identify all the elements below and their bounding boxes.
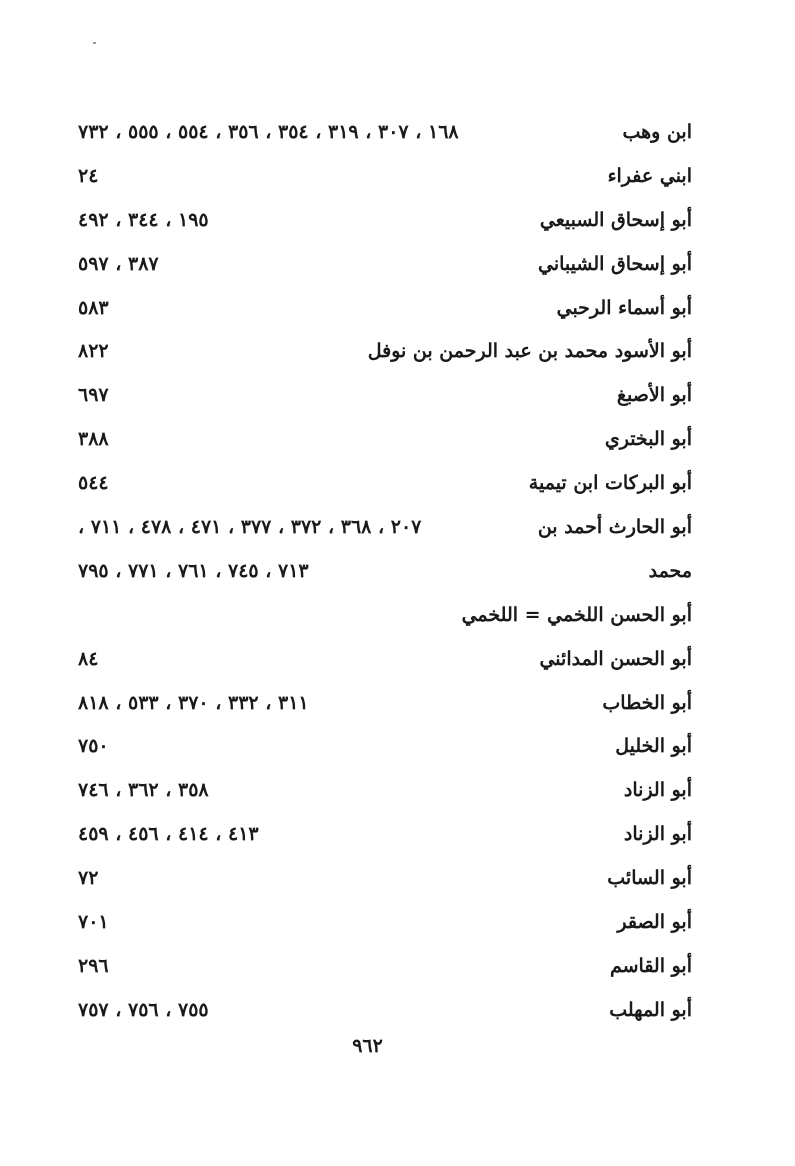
entry-pages: ٣٨٨	[78, 428, 109, 451]
entry-name: أبو إسحاق السبيعي	[539, 208, 692, 231]
index-entry	[78, 329, 692, 373]
entry-pages: ٧٥٠	[78, 735, 109, 758]
entry-pages: ١٩٥ ، ٣٤٤ ، ٤٩٢	[78, 208, 209, 231]
index-entry	[78, 637, 692, 681]
entry-pages: ٧٠١	[78, 910, 109, 933]
entry-pages: ٨٤	[78, 647, 99, 670]
entry-pages: ٧٢	[78, 867, 99, 890]
entry-name: ابني عفراء	[607, 164, 692, 187]
entry-pages: ٨٢٢	[78, 340, 109, 363]
entry-pages: ٣٥٨ ، ٣٦٢ ، ٧٤٦	[78, 779, 209, 802]
index-entry	[78, 681, 692, 725]
index-entry	[78, 944, 692, 988]
index-entry	[78, 286, 692, 330]
entry-name: أبو الحسن المدائني	[539, 647, 692, 670]
index-entry	[78, 988, 692, 1032]
entry-pages: ٥٤٤	[78, 472, 109, 495]
index-entry	[78, 768, 692, 812]
entry-pages: ٧٥٥ ، ٧٥٦ ، ٧٥٧	[78, 998, 209, 1021]
index-entry	[78, 724, 692, 768]
index-entry	[78, 812, 692, 856]
index-cross-reference	[78, 593, 692, 637]
entry-name: أبو القاسم	[609, 954, 692, 977]
index-entry	[78, 154, 692, 198]
entry-name: أبو الصقر	[617, 910, 692, 933]
entry-name: أبو إسحاق الشيباني	[537, 252, 692, 275]
entry-name: أبو أسماء الرحبي	[556, 296, 692, 319]
entry-pages: ٤١٣ ، ٤١٤ ، ٤٥٦ ، ٤٥٩	[78, 823, 259, 846]
index-entry	[78, 505, 692, 549]
entry-name: أبو البختري	[604, 428, 692, 451]
page-number: ٩٦٢	[352, 1035, 383, 1057]
entry-pages: ١٦٨ ، ٣٠٧ ، ٣١٩ ، ٣٥٤ ، ٣٥٦ ، ٥٥٤ ، ٥٥٥ ، ٧٣٢	[78, 120, 459, 143]
entry-name: أبو الخطاب	[602, 691, 692, 714]
index-entry	[78, 900, 692, 944]
entry-name: أبو الحسن اللخمي = اللخمي	[461, 603, 692, 626]
entry-pages: ٣١١ ، ٣٣٢ ، ٣٧٠ ، ٥٣٣ ، ٨١٨	[78, 691, 309, 714]
index-entry	[78, 417, 692, 461]
index-entry	[78, 198, 692, 242]
scan-speck	[93, 42, 96, 44]
entry-name: أبو الزناد	[623, 779, 692, 802]
entry-name: أبو البركات ابن تيمية	[528, 472, 692, 495]
entry-pages: ٢٠٧ ، ٣٦٨ ، ٣٧٢ ، ٣٧٧ ، ٤٧١ ، ٤٧٨ ، ٧١١ ،	[78, 515, 422, 538]
entry-pages: ٧١٣ ، ٧٤٥ ، ٧٦١ ، ٧٧١ ، ٧٩٥	[78, 559, 309, 582]
index-entry	[78, 373, 692, 417]
entry-pages: ٢٤	[78, 164, 99, 187]
entry-pages: ٣٨٧ ، ٥٩٧	[78, 252, 159, 275]
entry-pages: ٥٨٣	[78, 296, 109, 319]
entry-name: أبو الحارث أحمد بن	[537, 515, 692, 538]
entry-name: أبو الزناد	[623, 823, 692, 846]
name-index-list	[78, 110, 692, 1032]
entry-name: محمد	[648, 559, 692, 582]
index-entry-continuation	[78, 549, 692, 593]
entry-name: أبو الأسود محمد بن عبد الرحمن بن نوفل	[367, 340, 692, 363]
entry-pages: ٢٩٦	[78, 954, 109, 977]
entry-name: ابن وهب	[622, 120, 692, 143]
index-entry	[78, 856, 692, 900]
index-entry	[78, 242, 692, 286]
entry-name: أبو الأصبغ	[616, 384, 692, 407]
entry-name: أبو السائب	[607, 867, 692, 890]
entry-name: أبو الخليل	[615, 735, 692, 758]
entry-pages: ٦٩٧	[78, 384, 109, 407]
index-entry	[78, 461, 692, 505]
index-entry	[78, 110, 692, 154]
entry-name: أبو المهلب	[609, 998, 692, 1021]
